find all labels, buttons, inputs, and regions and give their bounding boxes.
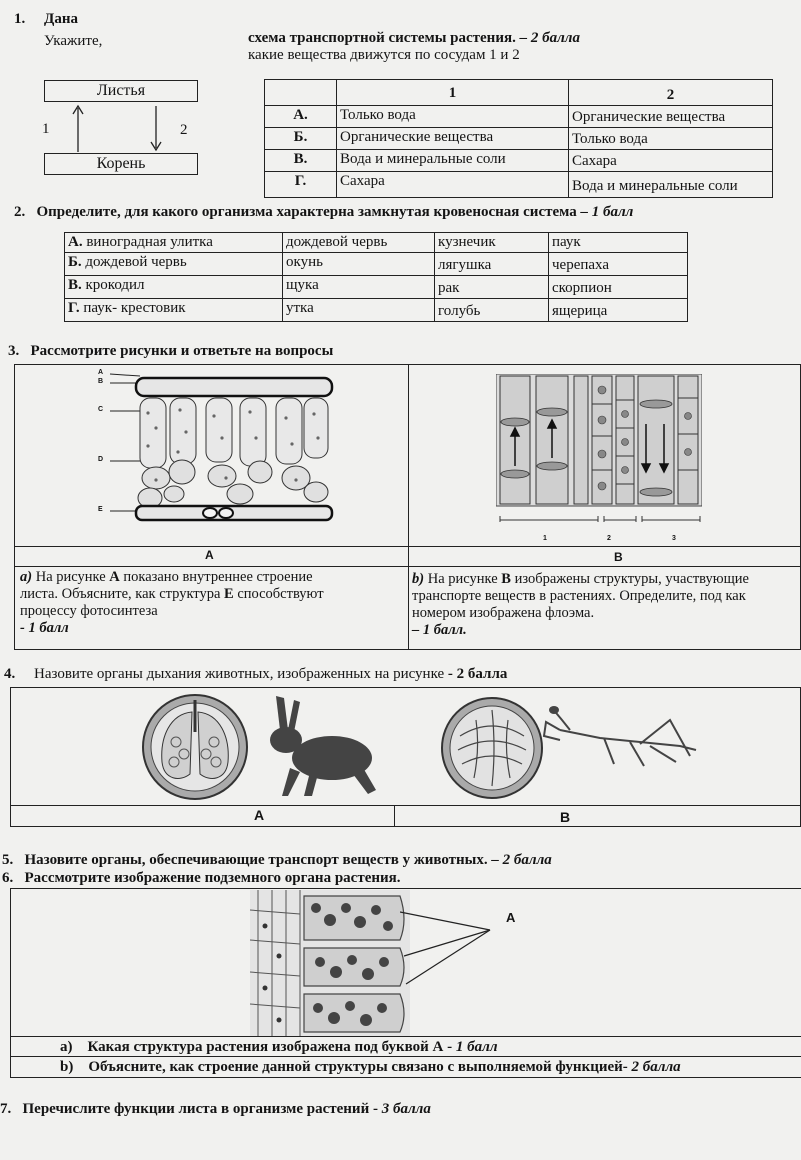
q1-cell: Сахара <box>337 172 569 198</box>
q6-question-a: a) Какая структура растения изображена под буквой А - 1 балл <box>60 1039 498 1055</box>
scheme-root-box: Корень <box>44 153 198 175</box>
q1-title-text: схема транспортной системы растения. <box>248 30 516 46</box>
pointer-lines <box>400 910 500 990</box>
q6-number: 6. <box>2 870 14 886</box>
q3-caption-top-line <box>14 546 801 547</box>
q4-text: Назовите органы дыхания животных, изображенных на рисунке <box>34 666 445 682</box>
fig-a-label-b: B <box>98 378 104 385</box>
q3-heading <box>8 343 333 360</box>
q6-question-b: b) Объясните, как строение данной структуры связано с выполняемой функцией- 2 балла <box>60 1059 681 1075</box>
fig-a-label-c: C <box>98 406 104 413</box>
q1-answer-table <box>264 79 773 198</box>
vascular-tissue-figure <box>496 374 702 524</box>
q3-text: Рассмотрите рисунки и ответьте на вопросы <box>30 343 334 359</box>
q1-number: 1. <box>14 11 26 27</box>
q3-caption-b: B <box>614 550 623 564</box>
scheme-arrows <box>44 102 198 154</box>
q1-subtitle: какие вещества движутся по сосудам 1 и 2 <box>248 47 520 63</box>
q6-left-line <box>10 888 11 1078</box>
q2-cell: Г. паук- крестовик <box>65 299 283 322</box>
fig-a-label-d: D <box>98 456 104 463</box>
q1-row-letter: Б. <box>265 128 337 150</box>
q6-label-a: A <box>506 910 516 925</box>
tracheae-icon <box>440 696 544 800</box>
q1-cell: Вода и минеральные соли <box>337 150 569 172</box>
q4-caption-b: B <box>560 809 571 825</box>
q2-cell: ящерица <box>549 299 688 322</box>
q1-cell: Органические вещества <box>337 128 569 150</box>
q1-header-1: 1 <box>337 80 569 106</box>
q1-cell: Вода и минеральные соли <box>569 172 773 198</box>
q7-text: Перечислите функции листа в организме растений - <box>22 1101 378 1117</box>
fig-a-label-a: A <box>98 369 104 376</box>
q4-caption-divider <box>394 805 395 827</box>
q1-row-letter: Г. <box>265 172 337 198</box>
q2-cell: лягушка <box>435 253 549 276</box>
fig-a-label-e: E <box>98 506 103 513</box>
q6-text: Рассмотрите изображение подземного органа растения. <box>24 870 401 886</box>
q4-caption-a: A <box>254 807 265 823</box>
q3-question-a: a) На рисунке A показано внутреннее строение листа. Объясните, как структура E способствуют процессу фотосинтеза - 1 балл <box>20 569 324 636</box>
table-row[interactable] <box>265 106 773 128</box>
q5-heading <box>2 852 552 869</box>
q2-points: – 1 балл <box>580 204 634 220</box>
q2-cell: голубь <box>435 299 549 322</box>
q2-cell: паук <box>549 233 688 253</box>
q1-cell: Только вода <box>569 128 773 150</box>
q6-heading <box>2 870 401 887</box>
q4-caption-line <box>10 805 801 806</box>
q2-cell: черепаха <box>549 253 688 276</box>
q2-cell: рак <box>435 276 549 299</box>
fig-b-label-1: 1 <box>543 535 547 542</box>
q7-heading <box>0 1101 431 1118</box>
root-nodule-figure <box>250 890 410 1036</box>
q1-cell: Органические вещества <box>569 106 773 128</box>
q7-number: 7. <box>0 1101 12 1117</box>
q2-cell: окунь <box>283 253 435 276</box>
q7-points: 3 балла <box>381 1101 431 1117</box>
q2-cell: щука <box>283 276 435 299</box>
q1-title <box>248 30 580 47</box>
q4-number: 4. <box>4 666 16 682</box>
q1-dana: Дана <box>44 11 78 27</box>
leaf-cross-section-figure <box>90 368 340 533</box>
scheme-leaves-box: Листья <box>44 80 198 102</box>
q2-cell: дождевой червь <box>283 233 435 253</box>
q6-mid-line-2 <box>10 1056 801 1057</box>
q2-heading <box>14 204 633 221</box>
q1-header-2: 2 <box>569 80 773 106</box>
q1-cell: Сахара <box>569 150 773 172</box>
scheme-num-2: 2 <box>180 122 188 138</box>
q1-cell: Только вода <box>337 106 569 128</box>
q1-points: – 2 балла <box>519 30 580 46</box>
scheme-num-1: 1 <box>42 121 50 137</box>
table-row[interactable] <box>265 128 773 150</box>
q3-number: 3. <box>8 343 20 359</box>
q2-cell: скорпион <box>549 276 688 299</box>
q2-cell: А. виноградная улитка <box>65 233 283 253</box>
table-row[interactable] <box>65 276 688 299</box>
q3-caption-bottom-line <box>14 566 801 567</box>
table-row[interactable] <box>65 253 688 276</box>
q2-options-table <box>64 232 688 322</box>
fig-b-label-2: 2 <box>607 535 611 542</box>
table-row[interactable] <box>265 150 773 172</box>
q1-ukazhite: Укажите, <box>44 33 103 49</box>
q2-cell: кузнечик <box>435 233 549 253</box>
q6-top-line <box>10 888 801 889</box>
q1-row-letter: А. <box>265 106 337 128</box>
fig-b-label-3: 3 <box>672 535 676 542</box>
lungs-icon <box>140 692 250 802</box>
q5-text: Назовите органы, обеспечивающие транспорт веществ у животных. <box>24 852 488 868</box>
q4-points: - 2 балла <box>447 666 508 682</box>
q5-number: 5. <box>2 852 14 868</box>
q2-text: Определите, для какого организма характерна замкнутая кровеносная система <box>36 204 577 220</box>
hare-icon <box>250 692 380 802</box>
q1-row-letter: В. <box>265 150 337 172</box>
q4-heading <box>4 666 507 683</box>
q2-cell: В. крокодил <box>65 276 283 299</box>
table-row[interactable] <box>65 299 688 322</box>
table-row[interactable] <box>65 233 688 253</box>
q6-mid-line <box>10 1036 801 1037</box>
mantis-icon <box>540 700 700 770</box>
q3-question-b: b) На рисунке B изображены структуры, участвующие транспорте веществ в растениях. Определите, под как номером изображена флоэма. – 1 балл. <box>412 571 749 638</box>
q3-divider <box>408 364 409 650</box>
q2-cell: утка <box>283 299 435 322</box>
q2-number: 2. <box>14 204 26 220</box>
q6-bottom-line <box>10 1077 801 1078</box>
q3-caption-a: A <box>205 548 214 562</box>
q2-cell: Б. дождевой червь <box>65 253 283 276</box>
transport-scheme <box>44 80 198 176</box>
q5-points: – 2 балла <box>491 852 552 868</box>
table-row[interactable] <box>265 172 773 198</box>
